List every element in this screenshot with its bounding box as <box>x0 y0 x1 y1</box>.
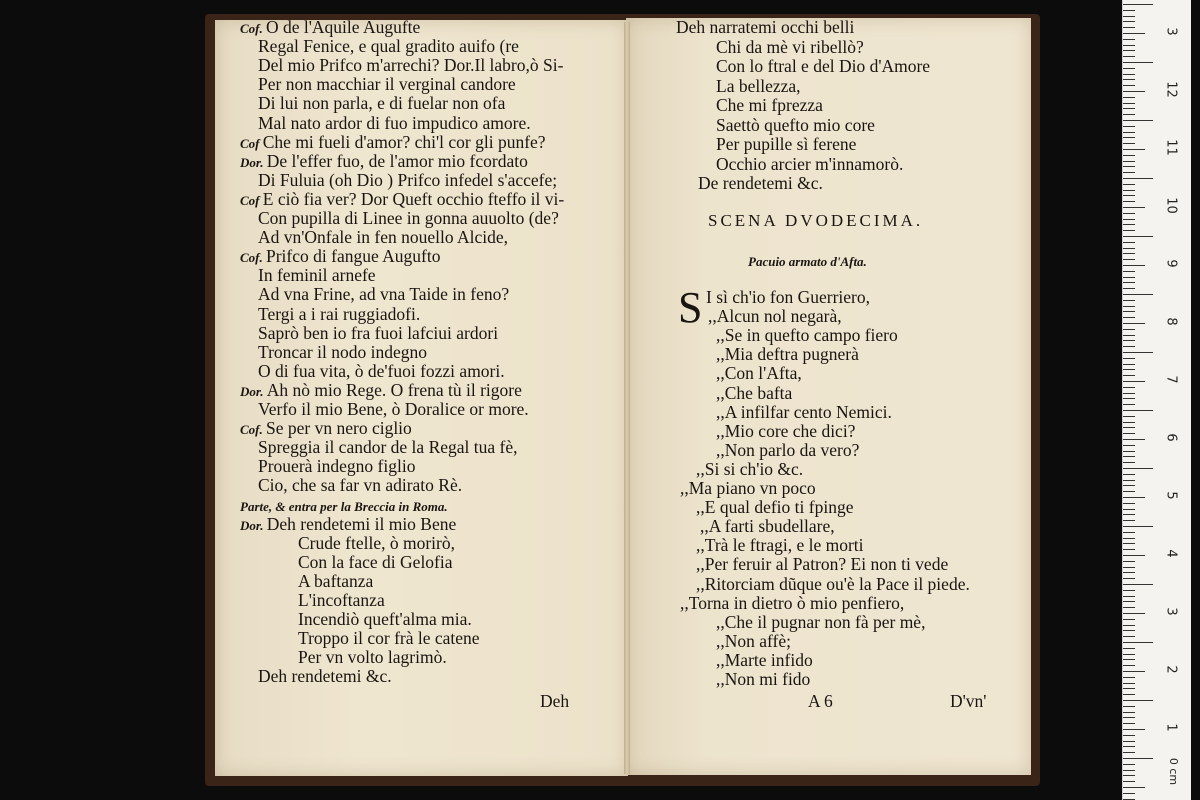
ruler-tick <box>1123 404 1135 405</box>
ruler-tick <box>1123 712 1135 713</box>
ruler-tick <box>1123 497 1145 498</box>
ruler-tick <box>1123 97 1135 98</box>
left-verse-line <box>258 285 509 304</box>
ruler-number: 12 <box>1163 81 1179 98</box>
ruler-tick <box>1123 398 1135 399</box>
left-verse-line <box>258 324 498 343</box>
ruler-tick <box>1123 27 1135 28</box>
ruler-tick <box>1123 427 1135 428</box>
right-verse-line: ,,Non mi fido <box>716 669 811 689</box>
ruler-tick <box>1123 642 1153 643</box>
ruler-tick <box>1123 317 1135 318</box>
speaker-label: Dor. <box>240 517 267 533</box>
verse-text: A baftanza <box>298 570 374 591</box>
ruler-number: 3 <box>1163 27 1179 36</box>
left-catchword: Deh <box>540 691 570 711</box>
ruler-tick <box>1123 480 1135 481</box>
verse-text: Per vn volto lagrimò. <box>298 647 447 668</box>
ruler-number: 6 <box>1163 433 1179 442</box>
left-verse-line <box>258 362 505 381</box>
ruler-tick <box>1123 166 1135 167</box>
ruler-tick <box>1123 491 1135 492</box>
ruler-tick <box>1123 735 1135 736</box>
ruler-tick <box>1123 68 1135 69</box>
right-verse-line: ,,E qual defio ti fpinge <box>696 497 854 518</box>
ruler-number: 4 <box>1163 549 1179 558</box>
ruler-tick <box>1123 387 1135 388</box>
ruler-tick <box>1123 230 1135 231</box>
ruler-tick <box>1123 21 1135 22</box>
ruler-tick <box>1123 172 1135 173</box>
scene-title: SCENA DVODECIMA. <box>708 211 924 230</box>
right-verse-line: ,,Trà le ftragi, e le morti <box>696 535 864 556</box>
right-verse-line: Che mi fprezza <box>716 95 823 115</box>
speaker-label: Cof <box>240 192 263 208</box>
verse-text: Troncar il nodo indegno <box>258 341 427 362</box>
ruler-tick <box>1123 126 1135 127</box>
ruler-tick <box>1123 549 1135 550</box>
ruler-tick <box>1123 422 1135 423</box>
ruler-tick <box>1123 741 1135 742</box>
ruler-tick <box>1123 648 1135 649</box>
verse-text: Deh rendetemi &c. <box>258 666 392 687</box>
ruler-tick <box>1123 91 1145 92</box>
ruler-tick <box>1123 503 1135 504</box>
left-verse-line <box>298 648 447 667</box>
ruler-tick <box>1123 190 1135 191</box>
verse-text: Cio, che sa far vn adirato Rè. <box>258 475 463 496</box>
ruler-tick <box>1123 300 1135 301</box>
right-verse-line: ,,Torna in dietro ò mio penfiero, <box>680 592 905 613</box>
ruler-tick <box>1123 155 1135 156</box>
ruler-tick <box>1123 62 1153 63</box>
left-verse-line <box>258 457 415 476</box>
ruler-tick <box>1123 236 1153 237</box>
verse-text: Prouerà indegno figlio <box>258 456 416 477</box>
left-verse-line <box>240 419 412 439</box>
ruler-tick <box>1123 132 1135 133</box>
ruler-tick <box>1123 393 1135 394</box>
signature-mark: A 6 <box>808 691 833 711</box>
ruler-tick <box>1123 143 1135 144</box>
right-verse-line: ,,Si si ch'io &c. <box>696 458 804 479</box>
verse-text: E ciò fia ver? Dor Queft occhio fteffo il vi- <box>262 188 565 209</box>
right-verse-line: De rendetemi &c. <box>698 173 823 193</box>
ruler-tick <box>1123 462 1135 463</box>
ruler-tick <box>1123 288 1135 289</box>
ruler-tick <box>1123 45 1135 46</box>
ruler-tick <box>1123 509 1135 510</box>
ruler-tick <box>1123 137 1135 138</box>
ruler-tick <box>1123 555 1145 556</box>
ruler-tick <box>1123 294 1153 295</box>
right-verse-line: ,,Non affè; <box>716 630 791 651</box>
right-verse-line: ,,Se in quefto campo fiero <box>716 325 898 346</box>
verse-text: Per non macchiar il verginal candore <box>258 74 516 95</box>
left-verse-line <box>258 476 462 495</box>
ruler-tick <box>1123 306 1135 307</box>
verse-text: Ah nò mio Rege. O frena tù il rigore <box>266 379 522 400</box>
ruler-tick <box>1123 764 1135 765</box>
left-verse-line <box>240 247 440 267</box>
left-verse-line <box>298 534 455 553</box>
ruler-tick <box>1123 567 1135 568</box>
left-verse-line <box>298 629 480 648</box>
ruler-tick <box>1123 74 1135 75</box>
verse-text: Con la face di Gelofia <box>298 551 453 572</box>
ruler-tick <box>1123 335 1135 336</box>
verse-text: In feminil arnefe <box>258 265 376 286</box>
right-verse-line: ,,Mia deftra pugnerà <box>716 344 859 365</box>
right-verse-line: ,,Mio core che dici? <box>716 420 856 441</box>
right-verse-line: ,,Ritorciam dũque ou'è la Pace il piede. <box>696 573 970 594</box>
verse-text: Mal nato ardor di fuo impudico amore. <box>258 112 531 133</box>
right-verse-line: Con lo ftral e del Dio d'Amore <box>716 56 931 76</box>
left-verse-line <box>258 305 420 324</box>
ruler-tick <box>1123 10 1135 11</box>
ruler-tick <box>1123 259 1135 260</box>
ruler-tick <box>1123 793 1135 794</box>
ruler-tick <box>1123 746 1135 747</box>
left-verse-line <box>258 343 427 362</box>
speaker-label: Dor. <box>240 154 267 170</box>
right-verse-line: Per pupille sì ferene <box>716 134 857 154</box>
ruler-number: 2 <box>1163 665 1179 674</box>
ruler-tick <box>1123 770 1135 771</box>
verse-text: De l'effer fuo, de l'amor mio fcordato <box>266 150 528 171</box>
ruler-tick <box>1123 195 1135 196</box>
ruler-tick <box>1123 677 1135 678</box>
book-gutter <box>624 22 630 774</box>
ruler-tick <box>1123 572 1135 573</box>
left-verse-line <box>258 37 519 56</box>
ruler-tick <box>1123 433 1135 434</box>
verse-text: L'incoftanza <box>298 590 385 610</box>
ruler-tick <box>1123 242 1135 243</box>
right-verse-line: ,,Con l'Afta, <box>716 363 802 384</box>
left-verse-line <box>258 438 517 457</box>
ruler-tick <box>1123 114 1135 115</box>
verse-text: Crude ftelle, ò morirò, <box>298 532 455 553</box>
right-verse-line: ,,Non parlo da vero? <box>716 439 860 460</box>
ruler-tick <box>1123 253 1135 254</box>
ruler-tick <box>1123 596 1135 597</box>
ruler-tick <box>1123 85 1135 86</box>
ruler-tick <box>1123 451 1135 452</box>
ruler-tick <box>1123 607 1135 608</box>
verse-text: Ad vn'Onfale in fen nouello Alcide, <box>258 227 509 248</box>
ruler-tick <box>1123 213 1135 214</box>
ruler-tick <box>1123 775 1135 776</box>
ruler-tick <box>1123 358 1135 359</box>
ruler-tick <box>1123 271 1135 272</box>
ruler-tick <box>1123 219 1135 220</box>
ruler-tick <box>1123 474 1135 475</box>
ruler-tick <box>1123 752 1135 753</box>
right-verse-line: ,,Che bafta <box>716 382 793 403</box>
ruler-tick <box>1123 340 1135 341</box>
ruler-tick <box>1123 265 1145 266</box>
ruler-tick <box>1123 526 1153 527</box>
verse-text: Che mi fueli d'amor? chi'l cor gli punfe? <box>262 131 546 152</box>
ruler-tick <box>1123 590 1135 591</box>
verse-text: O di fua vita, ò de'fuoi fozzi amori. <box>258 360 505 381</box>
ruler-tick <box>1123 184 1135 185</box>
ruler-tick <box>1123 445 1135 446</box>
right-verse-line: ,,A infilfar cento Nemici. <box>716 401 892 422</box>
verse-text: Prifco di fangue Augufto <box>266 246 441 267</box>
ruler-tick <box>1123 717 1135 718</box>
left-verse-line <box>298 591 385 610</box>
ruler-tick <box>1123 201 1135 202</box>
ruler-tick <box>1123 561 1135 562</box>
speaker-label: Parte, & entra per la Breccia in Roma. <box>240 498 448 514</box>
ruler-tick <box>1123 514 1135 515</box>
ruler-tick <box>1123 33 1145 34</box>
left-verse-line <box>258 266 376 285</box>
right-verse-line: I sì ch'io fon Guerriero, <box>706 287 871 307</box>
ruler-tick <box>1123 532 1135 533</box>
right-verse-line: ,,Alcun nol negarà, <box>708 306 842 327</box>
right-verse-line: ,,A farti sbudellare, <box>700 516 835 537</box>
left-verse-line <box>298 572 373 591</box>
ruler-tick <box>1123 329 1135 330</box>
left-verse-line <box>258 400 529 419</box>
right-verse-line: La bellezza, <box>716 75 801 96</box>
ruler-tick <box>1123 625 1135 626</box>
ruler-tick <box>1123 787 1145 788</box>
right-verse-line: ,,Che il pugnar non fà per mè, <box>716 611 926 632</box>
ruler-tick <box>1123 619 1135 620</box>
right-catchword: D'vn' <box>950 691 987 711</box>
ruler-tick <box>1123 50 1135 51</box>
left-verse-line <box>258 94 505 113</box>
verse-text: Di Fuluia (oh Dio ) Prifco infedel s'accefe; <box>258 169 558 190</box>
ruler-tick <box>1123 630 1135 631</box>
ruler-tick <box>1123 665 1135 666</box>
ruler-tick <box>1123 729 1145 730</box>
ruler-tick <box>1123 694 1135 695</box>
ruler-tick <box>1123 538 1135 539</box>
ruler-tick <box>1123 439 1145 440</box>
ruler-tick <box>1123 613 1145 614</box>
ruler-tick <box>1123 277 1135 278</box>
right-verse-line: Chi da mè vi ribellò? <box>716 36 864 57</box>
scene-caption: Pacuio armato d'Afta. <box>748 254 867 269</box>
left-verse-line <box>240 18 420 38</box>
right-verse-line: Saettò quefto mio core <box>716 114 875 135</box>
ruler-tick <box>1123 248 1135 249</box>
verse-text: Saprò ben io fra fuoi lafciui ardori <box>258 322 499 343</box>
ruler-tick <box>1123 149 1145 150</box>
ruler-tick <box>1123 520 1135 521</box>
ruler-tick <box>1123 79 1135 80</box>
ruler-number: 8 <box>1163 317 1179 326</box>
verse-text: Troppo il cor frà le catene <box>298 628 480 649</box>
ruler-tick <box>1123 723 1135 724</box>
ruler-tick <box>1123 381 1145 382</box>
speaker-label: Cof <box>240 135 263 151</box>
ruler-tick <box>1123 364 1135 365</box>
ruler-number: 11 <box>1163 139 1179 156</box>
left-verse-line <box>298 553 453 572</box>
verse-text: O de l'Aquile Augufte <box>266 17 421 37</box>
ruler-tick <box>1123 323 1145 324</box>
left-verse-line <box>298 610 472 629</box>
ruler-tick <box>1123 584 1153 585</box>
ruler-number: 1 <box>1163 723 1179 732</box>
ruler-tick <box>1123 468 1153 469</box>
verse-text: Del mio Prifco m'arrechi? Dor.Il labro,ò Si- <box>258 55 564 76</box>
ruler-tick <box>1123 688 1135 689</box>
ruler-number: 7 <box>1163 375 1179 384</box>
ruler-tick <box>1123 282 1135 283</box>
left-verse-line <box>258 75 516 94</box>
ruler-tick <box>1123 654 1135 655</box>
right-verse-line: Occhio arcier m'innamorò. <box>716 153 904 174</box>
ruler-tick <box>1123 601 1135 602</box>
ruler-tick <box>1123 16 1135 17</box>
left-verse-line <box>240 152 528 172</box>
ruler-tick <box>1123 700 1153 701</box>
ruler-tick <box>1123 758 1153 759</box>
ruler-tick <box>1123 671 1145 672</box>
ruler-tick <box>1123 39 1135 40</box>
verse-text: Verfo il mio Bene, ò Doralice or more. <box>258 399 529 419</box>
verse-text: Tergi a i rai ruggiadofi. <box>258 303 421 324</box>
ruler-number: 10 <box>1163 197 1179 214</box>
ruler-tick <box>1123 416 1135 417</box>
left-verse-line <box>258 56 563 75</box>
ruler-tick <box>1123 108 1135 109</box>
right-verse-line: ,,Marte infido <box>716 649 813 670</box>
ruler-tick <box>1123 207 1145 208</box>
verse-text: Ad vna Frine, ad vna Taide in feno? <box>258 284 510 305</box>
drop-initial: S <box>678 283 703 332</box>
ruler-tick <box>1123 543 1135 544</box>
verse-text: Se per vn nero ciglio <box>266 418 412 439</box>
ruler-number: 9 <box>1163 259 1179 268</box>
left-verse-line <box>258 209 559 228</box>
left-verse-line <box>240 515 456 535</box>
ruler-tick <box>1123 56 1135 57</box>
speaker-label: Cof. <box>240 250 266 266</box>
verse-text: Di lui non parla, e di fuelar non ofa <box>258 93 506 114</box>
ruler-tick <box>1123 375 1135 376</box>
ruler-tick <box>1123 311 1135 312</box>
ruler-tick <box>1123 485 1135 486</box>
ruler-tick <box>1123 103 1135 104</box>
verse-text: Incendiò queft'alma mia. <box>298 609 472 630</box>
ruler-tick <box>1123 456 1135 457</box>
verse-text: Regal Fenice, e qual gradito auifo (re <box>258 36 519 57</box>
speaker-label: Dor. <box>240 383 267 399</box>
ruler-number: 3 <box>1163 607 1179 616</box>
ruler-tick <box>1123 346 1135 347</box>
left-verse-line <box>258 171 557 190</box>
ruler-tick <box>1123 636 1135 637</box>
right-verse-line: ,,Ma piano vn poco <box>680 478 816 498</box>
left-verse-line <box>240 381 522 401</box>
ruler-tick <box>1123 683 1135 684</box>
left-verse-line <box>240 496 448 516</box>
ruler-tick <box>1123 578 1135 579</box>
ruler-tick <box>1123 161 1135 162</box>
right-verse-line: Deh narratemi occhi belli <box>676 17 855 37</box>
ruler-tick <box>1123 4 1153 5</box>
verse-text: Spreggia il candor de la Regal tua fè, <box>258 437 518 458</box>
left-verse-line <box>258 228 508 247</box>
ruler-tick <box>1123 178 1153 179</box>
right-verse-line: ,,Per feruir al Patron? Ei non ti vede <box>696 554 949 575</box>
left-verse-line <box>258 114 531 133</box>
left-verse-line <box>240 190 564 210</box>
ruler-tick <box>1123 120 1153 121</box>
ruler-tick <box>1123 781 1135 782</box>
ruler-tick <box>1123 369 1135 370</box>
ruler-tick <box>1123 224 1135 225</box>
ruler-tick <box>1123 410 1153 411</box>
ruler-tick <box>1123 799 1135 800</box>
verse-text: Con pupilla di Linee in gonna auuolto (de? <box>258 208 559 228</box>
ruler-number: 5 <box>1163 491 1179 500</box>
left-verse-line <box>240 133 546 153</box>
ruler-unit-label: 0 cm <box>1167 757 1181 786</box>
ruler-tick <box>1123 706 1135 707</box>
ruler-tick <box>1123 659 1135 660</box>
speaker-label: Cof. <box>240 422 266 438</box>
ruler-tick <box>1123 352 1153 353</box>
left-verse-line <box>258 667 392 686</box>
speaker-label: Cof. <box>240 21 266 36</box>
verse-text: Deh rendetemi il mio Bene <box>266 513 457 534</box>
